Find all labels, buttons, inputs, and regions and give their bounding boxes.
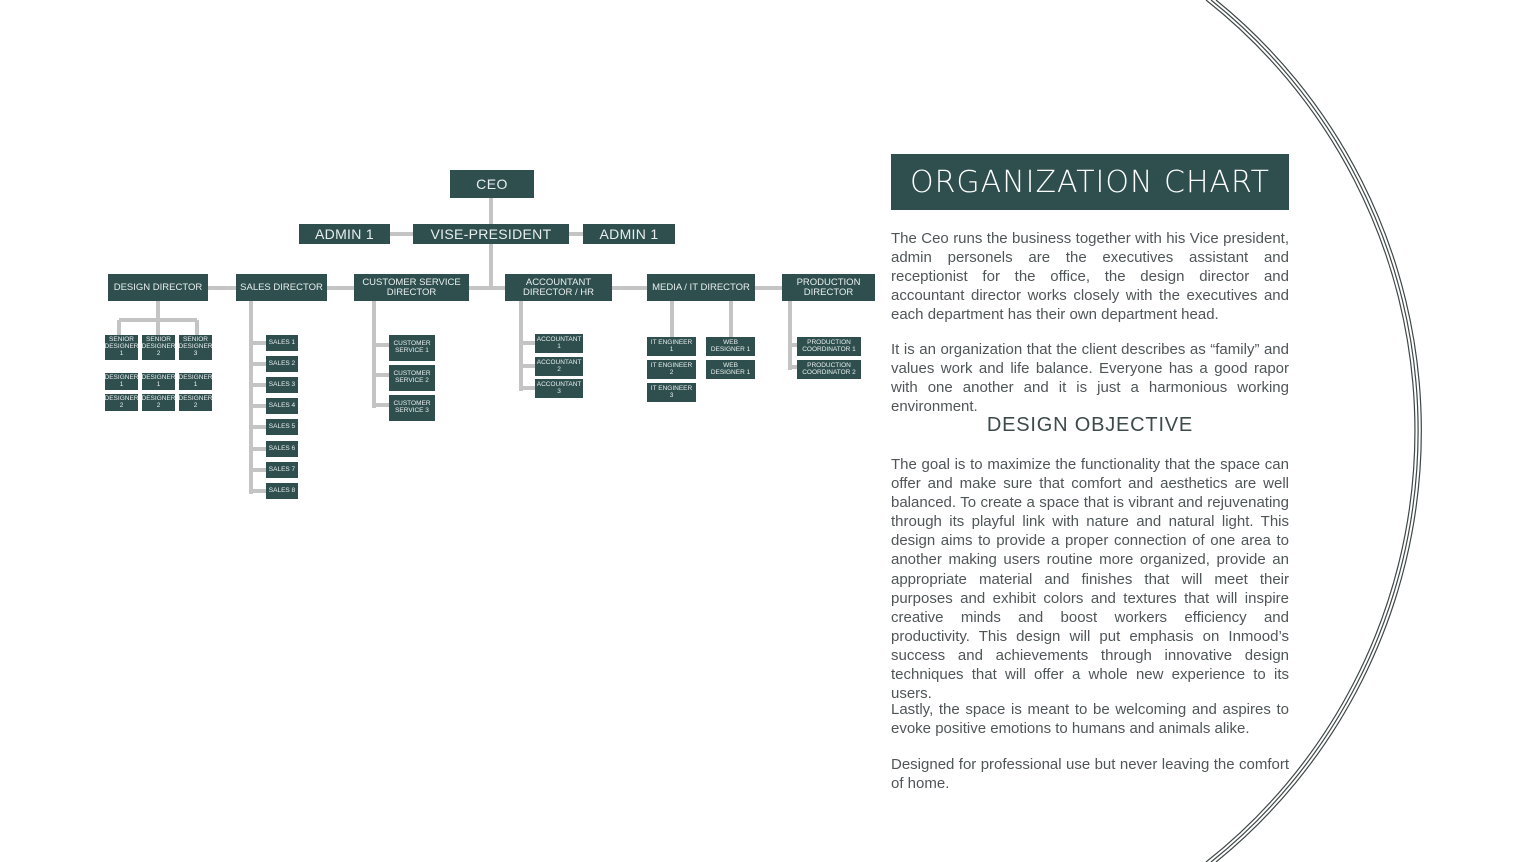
senior-designer-1-node: SENIOR DESIGNER 1	[105, 335, 138, 360]
accountant-node: ACCOUNTANT 3	[535, 379, 583, 398]
customer-service-node: CUSTOMER SERVICE 1	[389, 335, 435, 361]
production-coordinator-node: PRODUCTION COORDINATOR 2	[797, 360, 861, 379]
customer-service-director-node: CUSTOMER SERVICE DIRECTOR	[354, 274, 469, 301]
sales-node: SALES 6	[266, 441, 298, 457]
it-engineer-node: IT ENGINEER 3	[647, 383, 696, 402]
media-it-director-node: MEDIA / IT DIRECTOR	[647, 274, 755, 301]
designer-2-node: DESIGNER 2	[179, 394, 212, 411]
designer-2-node: DESIGNER 2	[105, 394, 138, 411]
it-engineer-node: IT ENGINEER 2	[647, 360, 696, 379]
designer-1-node: DESIGNER 1	[105, 373, 138, 390]
customer-service-node: CUSTOMER SERVICE 2	[389, 365, 435, 391]
ceo-node: CEO	[450, 170, 534, 198]
closing-paragraph: Designed for professional use but never leaving the comfort of home.	[891, 756, 1289, 793]
sales-node: SALES 8	[266, 483, 298, 499]
customer-service-node: CUSTOMER SERVICE 3	[389, 395, 435, 421]
sales-node: SALES 1	[266, 335, 298, 351]
accountant-director-node: ACCOUNTANT DIRECTOR / HR	[505, 274, 612, 301]
intro-paragraph: The Ceo runs the business together with his Vice president, admin personels are the executives assistant and receptionist for the office, the design director and accountant director works closely with the executives and each department has their own department head.	[891, 230, 1289, 324]
it-engineer-node: IT ENGINEER 1	[647, 337, 696, 356]
web-designer-node: WEB DESIGNER 1	[706, 337, 755, 356]
lastly-paragraph: Lastly, the space is meant to be welcoming and aspires to evoke positive emotions to humans and animals alike.	[891, 701, 1289, 738]
designer-2-node: DESIGNER 2	[142, 394, 175, 411]
accountant-node: ACCOUNTANT 2	[535, 357, 583, 376]
design-objective-heading: DESIGN OBJECTIVE	[986, 414, 1194, 436]
admin-left-node: ADMIN 1	[299, 224, 390, 244]
accountant-node: ACCOUNTANT 1	[535, 334, 583, 353]
objective-paragraph: The goal is to maximize the functionality that the space can offer and make sure that comfort and aesthetics are well balanced. To create a space that is vibrant and rejuvenating through its playful link with nature and natural light. This design aims to provide a proper connection of one area to another making users routine more organized, provide an appropriate material and finishes that will meet their purposes and exhibit colors and textures that will inspire creative minds and boost workers efficiency and productivity. This design will put emphasis on Inmood’s success and achievements through innovative design techniques that will offer a whole new experience to its users.	[891, 456, 1289, 703]
sales-node: SALES 7	[266, 462, 298, 478]
vice-president-node: VISE-PRESIDENT	[413, 224, 569, 244]
family-paragraph: It is an organization that the client describes as “family” and values work and life balance. Everyone has a good rapor with one another and it is just a harmonious working environment.	[891, 341, 1289, 416]
production-coordinator-node: PRODUCTION COORDINATOR 1	[797, 337, 861, 356]
web-designer-node: WEB DESIGNER 1	[706, 360, 755, 379]
page-title: ORGANIZATION CHART	[891, 154, 1289, 210]
senior-designer-2-node: SENIOR DESIGNER 2	[142, 335, 175, 360]
sales-node: SALES 5	[266, 419, 298, 435]
designer-1-node: DESIGNER 1	[142, 373, 175, 390]
sales-node: SALES 4	[266, 398, 298, 414]
production-director-node: PRODUCTION DIRECTOR	[782, 274, 875, 301]
sales-node: SALES 2	[266, 356, 298, 372]
design-director-node: DESIGN DIRECTOR	[108, 274, 208, 301]
senior-designer-3-node: SENIOR DESIGNER 3	[179, 335, 212, 360]
designer-1-node: DESIGNER 1	[179, 373, 212, 390]
admin-right-node: ADMIN 1	[583, 224, 675, 244]
sales-director-node: SALES DIRECTOR	[236, 274, 327, 301]
sales-node: SALES 3	[266, 377, 298, 393]
